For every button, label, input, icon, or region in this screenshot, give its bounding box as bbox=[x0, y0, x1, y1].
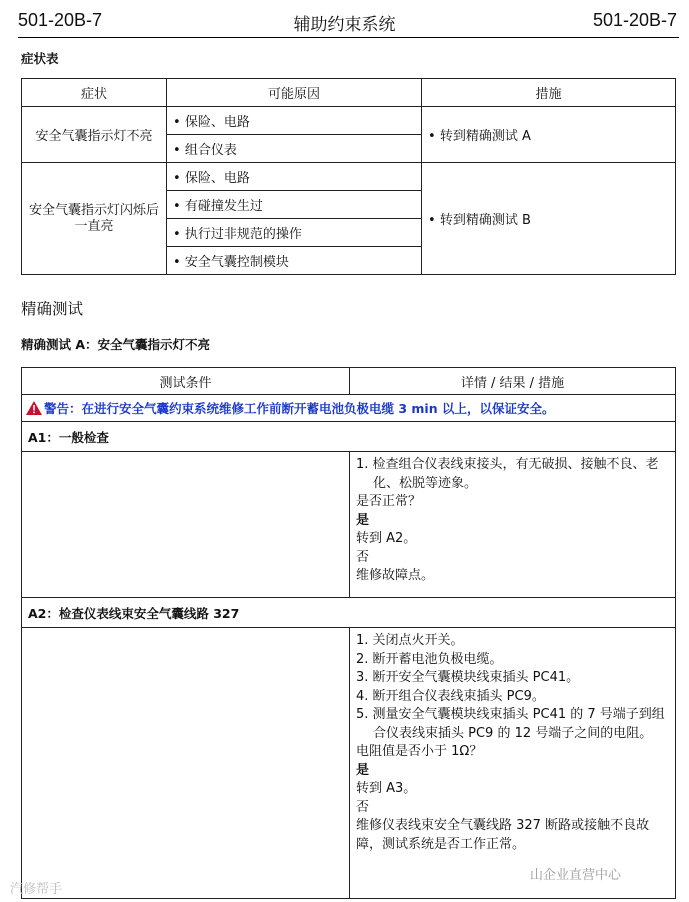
page-code-left: 501-20B-7 bbox=[18, 10, 103, 30]
cause-cell: • 组合仪表 bbox=[167, 135, 422, 163]
yes-action: 转到 A2。 bbox=[356, 531, 417, 546]
page-title: 辅助约束系统 bbox=[293, 15, 396, 35]
procedure-item: 1. 检查组合仪表线束接头，有无破损、接触不良、老化、松脱等迹象。 bbox=[356, 457, 659, 491]
test-condition-cell bbox=[22, 452, 350, 598]
step-title: A1：一般检查 bbox=[22, 422, 676, 452]
test-a-header-row bbox=[22, 368, 676, 395]
page-code-right: 501-20B-7 bbox=[592, 10, 677, 30]
header-action: 措施 bbox=[422, 79, 676, 107]
watermark-right: 山企业直营中心 bbox=[530, 868, 622, 883]
procedure-item: 4. 断开组合仪表线束插头 PC9。 bbox=[356, 688, 545, 704]
warning-icon bbox=[26, 401, 42, 415]
symptom-cell: 安全气囊指示灯闪烁后一直亮 bbox=[22, 163, 167, 275]
step-title: A2：检查仪表线束安全气囊线路 327 bbox=[22, 598, 676, 628]
cause-cell: • 执行过非规范的操作 bbox=[167, 219, 422, 247]
step-title-row bbox=[22, 422, 676, 452]
step-body-row bbox=[22, 452, 676, 598]
yes-action: 转到 A3。 bbox=[356, 781, 417, 796]
test-a-caption: 精确测试 A：安全气囊指示灯不亮 bbox=[21, 337, 211, 352]
cause-cell: • 有碰撞发生过 bbox=[167, 191, 422, 219]
warning-text: 警告：在进行安全气囊约束系统维修工作前断开蓄电池负极电缆 3 min 以上，以保证安全。 bbox=[44, 401, 555, 416]
yes-label: 是 bbox=[356, 762, 370, 778]
header-details: 详情 / 结果 / 措施 bbox=[350, 368, 676, 395]
watermark-left: 汽修帮手 bbox=[10, 882, 63, 897]
details-cell bbox=[350, 452, 676, 598]
no-action: 维修仪表线束安全气囊线路 327 断路或接触不良故障，测试系统是否工作正常。 bbox=[356, 818, 650, 852]
procedure-item: 1. 关闭点火开关。 bbox=[356, 633, 464, 648]
page-header bbox=[0, 0, 689, 40]
section-title: 精确测试 bbox=[21, 300, 84, 318]
header-symptom: 症状 bbox=[22, 79, 167, 107]
symptom-table-caption: 症状表 bbox=[21, 51, 59, 66]
procedure-item: 5. 测量安全气囊模块线束插头 PC41 的 7 号端子到组合仪表线束插头 PC9 的 12 号端子之间的电阻。 bbox=[356, 707, 665, 741]
yes-label: 是 bbox=[356, 512, 370, 528]
no-action: 维修故障点。 bbox=[356, 568, 435, 583]
symptom-table bbox=[21, 78, 676, 275]
header-cause: 可能原因 bbox=[167, 79, 422, 107]
cause-cell: • 保险、电路 bbox=[167, 163, 422, 191]
step-title-row bbox=[22, 598, 676, 628]
symptom-table-header-row bbox=[22, 79, 676, 107]
symptom-cell: 安全气囊指示灯不亮 bbox=[22, 107, 167, 163]
header-divider bbox=[18, 37, 679, 38]
details-cell bbox=[350, 628, 676, 899]
warning-row bbox=[22, 395, 676, 422]
procedure-item: 3. 断开安全气囊模块线束插头 PC41。 bbox=[356, 670, 580, 685]
test-a-table bbox=[21, 367, 676, 899]
no-label: 否 bbox=[356, 799, 370, 815]
table-row bbox=[22, 163, 676, 191]
procedure-item: 2. 断开蓄电池负极电缆。 bbox=[356, 651, 503, 667]
action-cell: • 转到精确测试 B bbox=[422, 163, 676, 275]
table-row bbox=[22, 107, 676, 135]
cause-cell: • 保险、电路 bbox=[167, 107, 422, 135]
action-cell: • 转到精确测试 A bbox=[422, 107, 676, 163]
question-text: 是否正常？ bbox=[356, 494, 422, 509]
test-condition-cell bbox=[22, 628, 350, 899]
step-body-row bbox=[22, 628, 676, 899]
cause-cell: • 安全气囊控制模块 bbox=[167, 247, 422, 275]
no-label: 否 bbox=[356, 549, 370, 565]
question-text: 电阻值是否小于 1Ω？ bbox=[356, 744, 483, 759]
header-test-condition: 测试条件 bbox=[22, 368, 350, 395]
